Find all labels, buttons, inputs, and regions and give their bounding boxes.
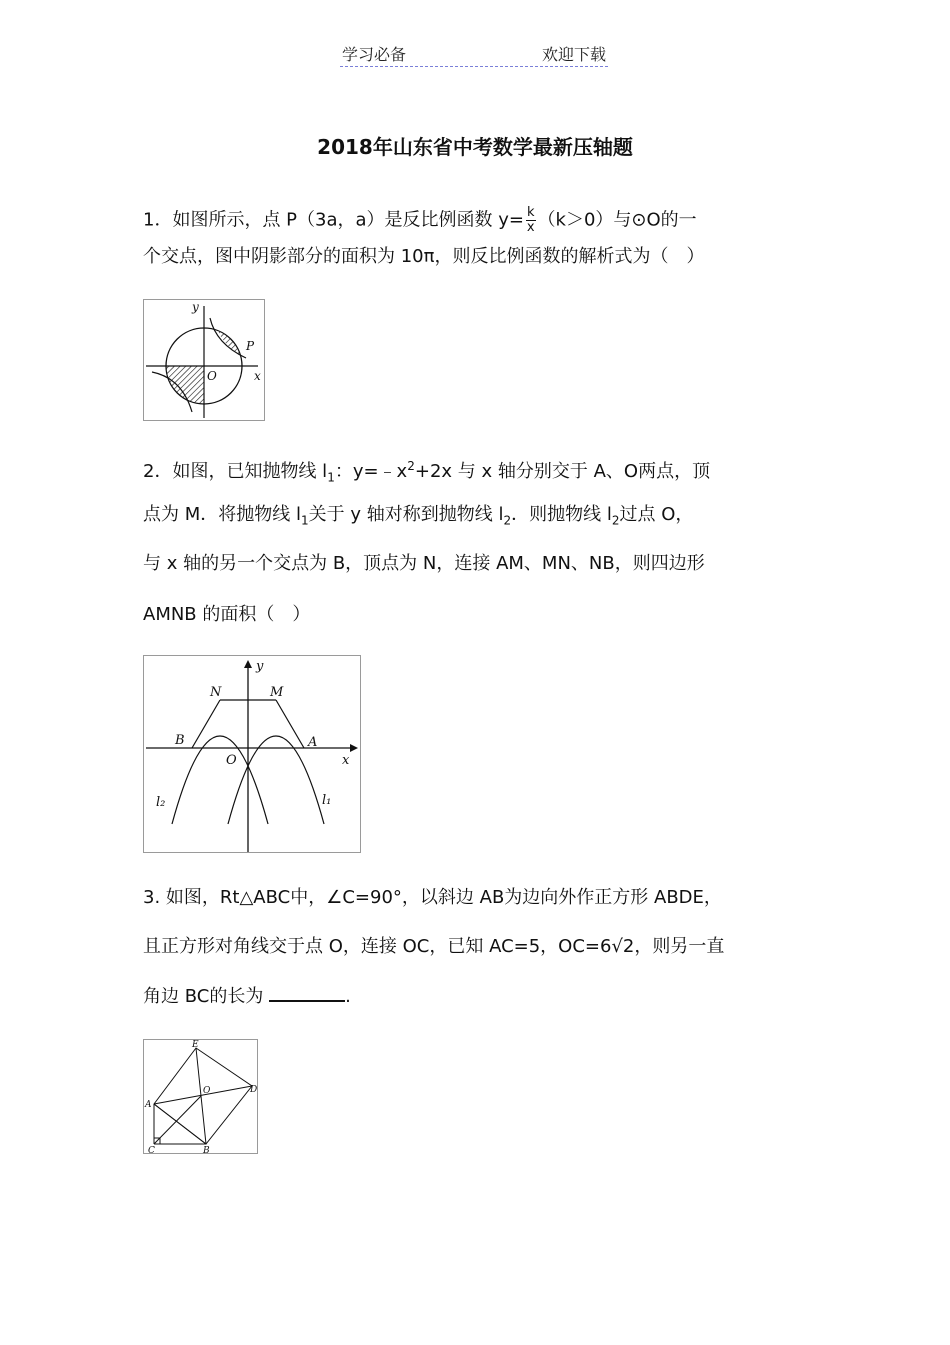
q2-line-3: 与 x 轴的另一个交点为 B，顶点为 N，连接 AM、MN、NB，则四边形 [143,553,705,574]
q2-y-arrow [244,660,252,668]
q3-l2-a: 且正方形对角线交于点 O，连接 OC，已知 AC=5，OC=6 [143,936,612,957]
q2-text-c: +2x 与 x 轴分别交于 A、O两点，顶 [414,461,711,482]
q2-label-a: A [308,735,318,750]
q1-shaded-lens [218,331,240,355]
q2-label-l1: l₁ [322,793,332,808]
q1-frac-den: x [526,220,535,235]
q2-label-l2: l₂ [156,795,166,810]
q1-line-1 [143,206,823,235]
q3-l3-a: 角边 BC的长为 [143,986,264,1007]
q1-label-y: y [192,300,199,314]
q3-label-a: A [145,1100,152,1110]
q2-parabola-l2 [172,736,268,824]
q3-label-b: B [203,1146,210,1153]
q3-l3-b: . [345,986,351,1007]
q1-label-p: P [246,339,255,353]
page-header [340,42,608,67]
q1-figure-svg [144,300,264,420]
q2-label-y: y [256,659,264,674]
q3-figure [143,1039,258,1154]
q1-text-a: 1．如图所示，点 P（3a，a）是反比例函数 y= [143,209,524,231]
q2-figure [143,655,361,853]
q1-line-2: 个交点，图中阴影部分的面积为 10π，则反比例函数的解析式为（ ） [143,246,705,267]
page-title: 2018年山东省中考数学最新压轴题 [317,135,633,159]
q2-text-b: ：y=﹣x [334,461,408,482]
q3-answer-blank [269,984,345,1002]
q2-label-b: B [175,733,185,748]
header-left-text: 学习必备 [342,45,407,64]
q2-label-n: N [210,685,222,700]
q2-l2-sub2: 2 [503,513,512,528]
q2-segment-nb [192,700,220,748]
header-right-text: 欢迎下载 [541,45,606,64]
q3-line-3 [143,984,823,1009]
q1-figure [143,299,265,421]
q2-line-4: AMNB 的面积（ ） [143,604,311,625]
q2-figure-svg [144,656,360,852]
q2-sup: 2 [407,459,415,473]
q2-line-1 [143,454,823,490]
q3-segment-ab [154,1104,206,1144]
q2-sub-1: 1 [327,470,335,485]
q2-l2-a: 点为 M．将抛物线 l [143,504,301,525]
q2-segment-am [276,700,304,748]
q3-label-o: O [203,1086,211,1096]
q2-l2-d: 过点 O， [619,504,694,525]
q3-line-1: 3. 如图，Rt△ABC中，∠C=90°，以斜边 AB为边向外作正方形 ABDE， [143,887,722,908]
q1-label-x: x [254,369,261,383]
q3-l2-b: ，则另一直 [634,936,725,957]
q3-label-c: C [148,1146,155,1153]
q3-label-e: E [192,1040,199,1050]
q3-figure-svg [144,1040,257,1153]
q1-fraction [526,206,536,235]
q1-label-o: O [207,369,217,383]
q3-sqrt: √2 [611,936,635,957]
q3-line-2 [143,935,823,959]
q1-frac-num: k [527,205,535,220]
q2-l2-sub1: 1 [300,513,309,528]
q2-line-2 [143,503,823,533]
q2-label-m: M [270,685,284,700]
q2-label-o: O [226,753,237,768]
q2-l2-b: 关于 y 轴对称到抛物线 l [308,504,504,525]
q2-l2-c: ．则抛物线 l [511,504,612,525]
q2-l2-sub3: 2 [611,513,620,528]
q1-text-b: （k＞0）与⊙O的一 [537,209,697,231]
q2-label-x: x [342,753,350,768]
q3-label-d: D [250,1085,257,1095]
q2-x-arrow [350,744,358,752]
q2-text-a: 2．如图，已知抛物线 l [143,461,328,482]
